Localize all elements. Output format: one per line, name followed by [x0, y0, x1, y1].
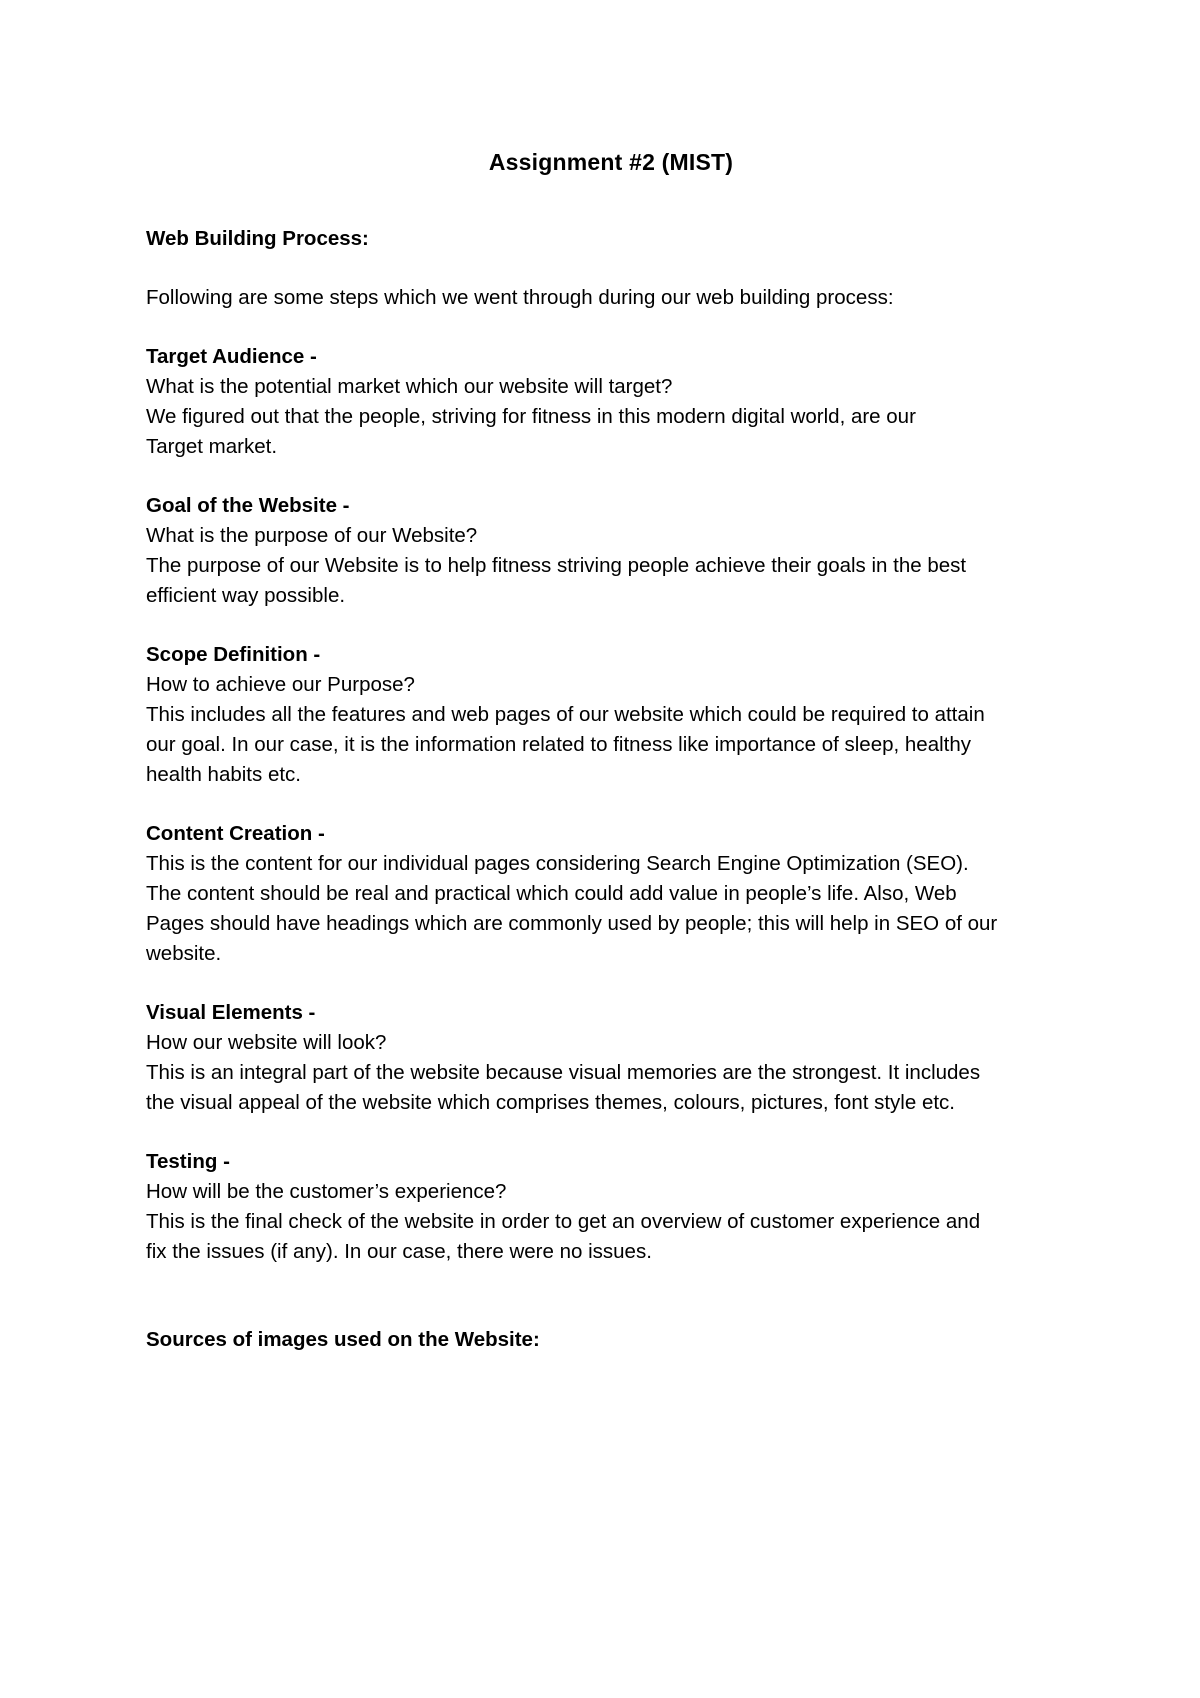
step-heading: Testing - — [146, 1150, 230, 1173]
step-line: This includes all the features and web pages of our website which could be required to attain — [146, 703, 985, 726]
step-line: The content should be real and practical which could add value in people’s life. Also, Web — [146, 882, 957, 905]
step-goal-of-website — [146, 491, 1076, 611]
intro-paragraph: Following are some steps which we went through during our web building process: — [146, 286, 894, 309]
step-heading: Content Creation - — [146, 822, 325, 845]
sources-heading: Sources of images used on the Website: — [146, 1328, 540, 1351]
spacer — [146, 790, 1076, 819]
spacer — [146, 969, 1076, 998]
step-target-audience — [146, 342, 1076, 462]
step-line: How to achieve our Purpose? — [146, 673, 415, 696]
section-heading: Web Building Process: — [146, 227, 369, 250]
step-content-creation — [146, 819, 1076, 969]
step-line: What is the purpose of our Website? — [146, 524, 478, 547]
step-line: fix the issues (if any). In our case, there were no issues. — [146, 1240, 652, 1263]
step-line: This is the content for our individual pages considering Search Engine Optimization (SEO). — [146, 852, 969, 875]
step-line: What is the potential market which our website will target? — [146, 375, 673, 398]
step-line: website. — [146, 942, 222, 965]
step-line: health habits etc. — [146, 763, 301, 786]
step-line: the visual appeal of the website which comprises themes, colours, pictures, font style etc. — [146, 1091, 955, 1114]
spacer — [146, 1118, 1076, 1147]
spacer — [146, 313, 1076, 342]
spacer — [146, 611, 1076, 640]
document-body — [146, 147, 1076, 1355]
step-line: We figured out that the people, striving for fitness in this modern digital world, are our — [146, 405, 916, 428]
document-title: Assignment #2 (MIST) — [488, 149, 734, 175]
step-line: This is an integral part of the website because visual memories are the strongest. It includes — [146, 1061, 981, 1084]
step-heading: Scope Definition - — [146, 643, 321, 666]
step-line: Pages should have headings which are commonly used by people; this will help in SEO of our — [146, 912, 998, 935]
spacer — [146, 1267, 1076, 1325]
step-line: Target market. — [146, 435, 278, 458]
step-heading: Target Audience - — [146, 345, 317, 368]
step-scope-definition — [146, 640, 1076, 790]
step-line: The purpose of our Website is to help fitness striving people achieve their goals in the best — [146, 554, 967, 577]
step-testing — [146, 1147, 1076, 1267]
step-line: our goal. In our case, it is the information related to fitness like importance of sleep, healthy — [146, 733, 971, 756]
spacer — [146, 254, 1076, 283]
step-heading: Visual Elements - — [146, 1001, 316, 1024]
spacer — [146, 177, 1076, 224]
spacer — [146, 462, 1076, 491]
step-line: efficient way possible. — [146, 584, 346, 607]
step-line: This is the final check of the website in order to get an overview of customer experience and — [146, 1210, 981, 1233]
step-heading: Goal of the Website - — [146, 494, 350, 517]
step-line: How will be the customer’s experience? — [146, 1180, 507, 1203]
step-line: How our website will look? — [146, 1031, 387, 1054]
step-visual-elements — [146, 998, 1076, 1118]
